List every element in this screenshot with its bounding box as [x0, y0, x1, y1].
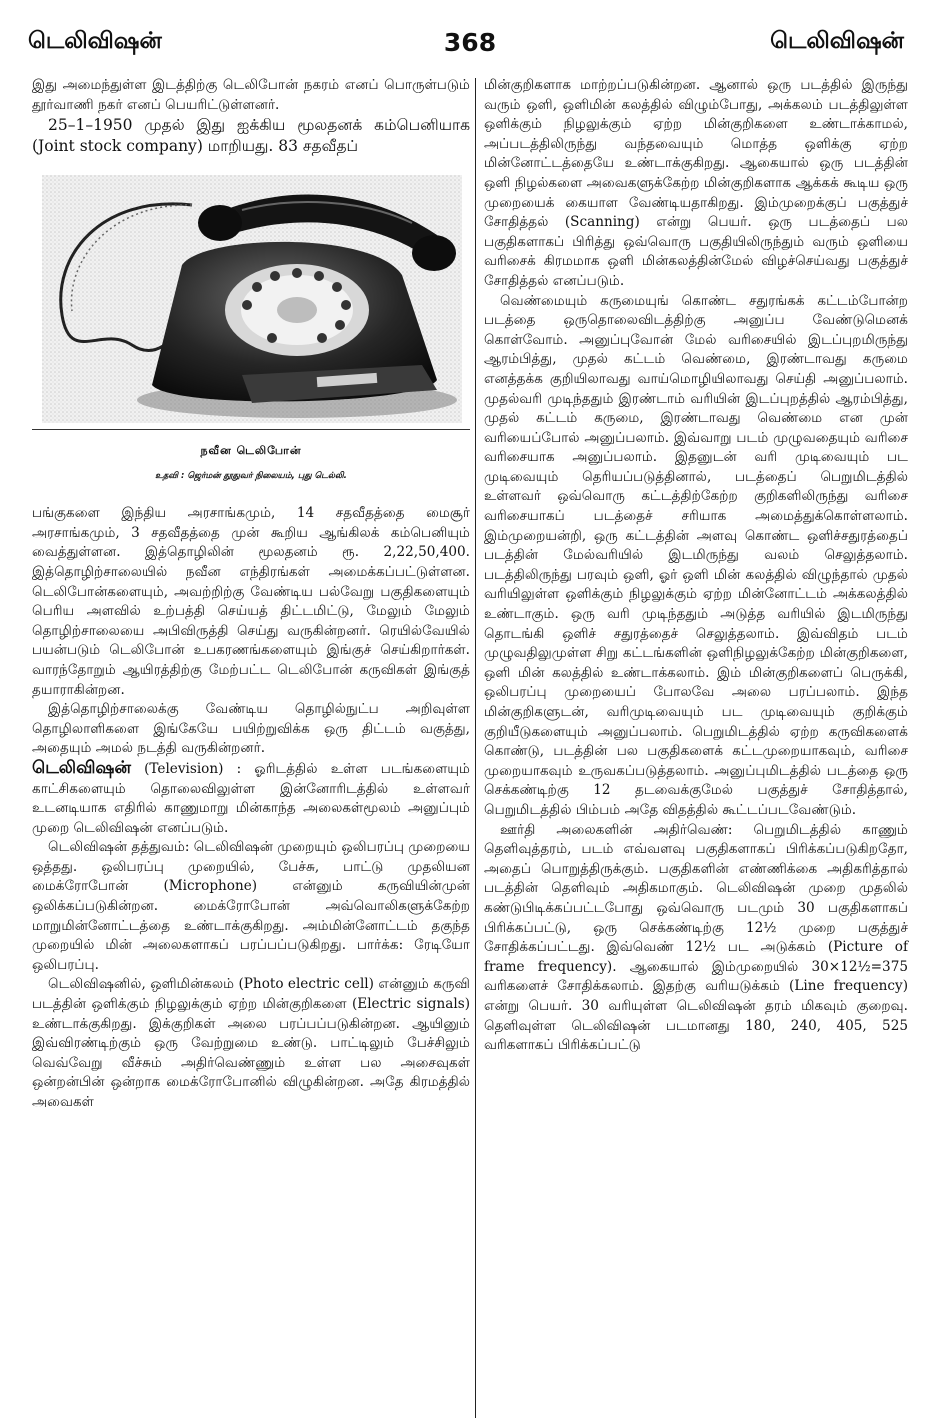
telephone-photo	[42, 175, 462, 423]
paragraph: டெலிவிஷனில், ஒளிமின்கலம் (Photo electric cell) என்னும் கருவி படத்தின் ஒளிக்கும் நிழலுக்கும் ஏற்ற மின்குறிகளை (Electric signals) உண்டாக்குகிறது. இக்குறிகள் அலை பரப்பப்படுகின்றன. ஆயினும் இவ்விரண்டிற்கும் ஒரு வேற்றுமை உண்டு. பாட்டிலும் பேச்சிலும் வெவ்வேறு வீச்சும் அதிர்வெண்ணும் உள்ள பல அசைவுகள் ஒன்றன்பின் ஒன்றாக மைக்ரோபோனில் விழுகின்றன. அதே கிரமத்தில் அவைகள்	[32, 976, 470, 1110]
column-divider	[475, 78, 476, 1418]
running-title-right: டெலிவிஷன்	[770, 28, 904, 54]
page-number: 368	[443, 28, 497, 57]
entry-text: (Television) : ஓரிடத்தில் உள்ள படங்களையும் காட்சிகளையும் தொலைவிலுள்ள இன்னோரிடத்தில் உள்ளவர் உடனடியாக எதிரில் காணுமாறு மின்காந்த அலைகள்மூலம் அனுப்பும் முறை டெலிவிஷன் எனப்படும்.	[32, 760, 470, 836]
page-header	[0, 28, 940, 68]
paragraph: மின்குறிகளாக மாற்றப்படுகின்றன. ஆனால் ஒரு படத்தில் இருந்து வரும் ஒளி, ஒளிமின் கலத்தில் விழும்போது, அக்கலம் படத்திலுள்ள ஒளிக்கும் நிழலுக்கும் ஏற்ற மின்குறிகளை உண்டாக்காமல், அப்படத்திலிருந்து வந்தவையும் மொத்த ஒளிக்கு ஏற்ற மின்னோட்டத்தையே உண்டாக்குகிறது. ஆகையால் ஒரு படத்தின் ஒளி நிழல்களை அவைகளுக்கேற்ற மின்குறிகளாக ஆக்கக் கூடிய ஒரு முறையைக் கையாள வேண்டியதாகிறது. இம்முறைக்குப் பகுத்துச் சோதித்தல் (Scanning) என்று பெயர். ஒரு படத்தைப் பல பகுதிகளாகப் பிரித்து ஒவ்வொரு பகுதியிலிருந்தும் வரும் ஒளியை வரிசைக் கிரமமாக ஒளி மின்கலத்தின்மேல் விழச்செய்வது பகுத்துச் சோதித்தல் எனப்படும்.	[484, 77, 908, 289]
entry-paragraph	[32, 759, 470, 838]
telephone-figure	[32, 171, 470, 430]
paragraph: 25–1–1950 முதல் இது ஐக்கிய மூலதனக் கம்பெனியாக (Joint stock company) மாறியது. 83 சதவீதப்	[32, 116, 470, 156]
paragraph: இத்தொழிற்சாலைக்கு வேண்டிய தொழில்நுட்ப அறிவுள்ள தொழிலாளிகளை இங்கேயே பயிற்றுவிக்க ஒரு திட்டம் வகுத்து, அதையும் அமல் நடத்தி வருகின்றனர்.	[32, 701, 470, 757]
paragraph: வெண்மையும் கருமையுங் கொண்ட சதுரங்கக் கட்டம்போன்ற படத்தை ஒருதொலைவிடத்திற்கு அனுப்ப வேண்டுமெனக் கொள்வோம். அனுப்புவோன் மேல் வரிசையில் இடப்புறமிருந்து ஆரம்பித்து, முதல் கட்டம் வெண்மை, இரண்டாவது கருமை எனத்தக்க குறியிலாவது வாய்மொழியிலாவது செய்தி அனுப்பலாம். முதல்வரி முடிந்ததும் இரண்டாம் வரியின் இடப்புறத்தில் ஆரம்பித்து, முதல் கட்டம் கருமை, இரண்டாவது வெண்மை என முன் வரியைப்போல் அனுப்பலாம். இவ்வாறு படம் முழுவதையும் வரிசை வரிசையாக அனுப்பலாம். இதனுடன் வரி முடிவையும் பட முடிவையும் தெரியப்படுத்தினால், படத்தைப் பெறுமிடத்தில் உள்ளவர் ஒவ்வொரு கட்டத்திற்கேற்ற குறிகளிலிருந்து வரிசை வரிசையாகப் படத்தைச் சரியாக அமைத்துக்கொள்ளலாம். இம்முறையன்றி, ஒரு கட்டத்தின் அளவு கொண்ட ஒளிச்சதுரத்தைப் படத்தின் மேல்வரியில் இடமிருந்து வலம் செலுத்தலாம். படத்திலிருந்து பரவும் ஒளி, ஓர் ஒளி மின் கலத்தில் விழுந்தால் முதல் வரியிலுள்ள ஒளிக்கும் நிழலுக்கும் ஏற்ற மின்னோட்டம் அக்கலத்தில் உண்டாகும். ஒரு வரி முடிந்ததும் அடுத்த வரியில் இடமிருந்து தொடங்கி ஒளிச் சதுரத்தைச் செலுத்தலாம். இவ்விதம் படம் முழுவதிலுமுள்ள சிறு கட்டங்களின் ஒளிநிழலுக்கேற்ற மின்குறிகளை, ஒளி மின் கலத்தில் உண்டாக்கலாம். இம் மின்குறிகளைப் பெருக்கி, ஒலிபரப்பு முறையைப் போலவே அலை பரப்பலாம். இந்த மின்குறிகளுடன், வரிமுடிவையும் பட முடிவையும் குறிக்கும் குறியீடுகளையும் அனுப்பலாம். பெறுமிடத்தில் ஏற்ற கருவிகளைக் கொண்டு, படத்தின் பல பகுதிகளைக் கட்டமுறையாகவும், வரிசை முறையாகவும் உருவகப்படுத்தலாம். அனுப்புமிடத்தில் படத்தை ஒரு செக்கண்டிற்கு 12 தடவைக்குமேல் பகுத்துச் சோதித்தால், பெறுமிடத்தில் பிம்பம் அதே விதத்தில் கூட்டப்படவேண்டும்.	[484, 292, 908, 818]
paragraph: பங்குகளை இந்திய அரசாங்கமும், 14 சதவீதத்தை மைசூர் அரசாங்கமும், 3 சதவீதத்தை முன் கூறிய ஆங்கிலக் கம்பெனியும் வைத்துள்ளன. இத்தொழிலின் மூலதனம் ரூ. 2,22,50,400. இத்தொழிற்சாலையில் நவீன எந்திரங்கள் அமைக்கப்பட்டுள்ளன. டெலிபோன்களையும், அவற்றிற்கு வேண்டிய பல்வேறு பகுதிகளையும் பெரிய அளவில் உற்பத்தி செய்யத் திட்டமிட்டு, மேலும் மேலும் தொழிற்சாலையை அபிவிருத்தி செய்து வருகின்றனர். ரெயில்வேயில் பயன்படும் டெலிபோன் உபகரணங்களையும் இங்குச் செய்கிறார்கள். வாரந்தோறும் ஆயிரத்திற்கு மேற்பட்ட டெலிபோன் கருவிகள் இங்குத் தயாராகின்றன.	[32, 505, 470, 698]
running-title-left: டெலிவிஷன்	[28, 28, 162, 54]
figure-credit: உதவி : ஜெர்மன் தூதுவர் நிலையம், புது டெல்லி.	[155, 471, 347, 482]
figure-caption: நவீன டெலிபோன்	[200, 444, 302, 458]
right-column	[484, 76, 908, 1056]
paragraph: ஊர்தி அலைகளின் அதிர்வெண்: பெறுமிடத்தில் காணும் தெளிவுத்தரம், படம் எவ்வளவு பகுதிகளாகப் பிரிக்கப்படுகிறதோ, அதைப் பொறுத்திருக்கும். பகுதிகளின் எண்ணிக்கை அதிகரித்தால் படத்தின் தெளிவும் அதிகமாகும். டெலிவிஷன் முறை முதலில் கண்டுபிடிக்கப்பட்டபோது ஒவ்வொரு படமும் 30 பகுதிகளாகப் பிரிக்கப்பட்டு, ஒரு செக்கண்டிற்கு 12½ முறை பகுத்துச் சோதிக்கப்பட்டது. இவ்வெண் 12½ பட அடுக்கம் (Picture of frame frequency). ஆகையால் இம்முறையில் 30×12½=375 வரிகளைச் சோதிக்கலாம். இதற்கு வரியடுக்கம் (Line frequency) என்று பெயர். 30 வரியுள்ள டெலிவிஷன் தரம் மிகவும் குறைவு. தெளிவுள்ள டெலிவிஷன் படமானது 180, 240, 405, 525 வரிகளாகப் பிரிக்கப்பட்டு	[484, 821, 908, 1054]
left-column	[32, 76, 470, 1113]
entry-heading: டெலிவிஷன்	[32, 757, 131, 778]
paragraph: டெலிவிஷன் தத்துவம்: டெலிவிஷன் முறையும் ஒலிபரப்பு முறையை ஒத்தது. ஒலிபரப்பு முறையில், பேச்சு, பாட்டு முதலியன மைக்ரோபோன் (Microphone) என்னும் கருவியின்முன் ஒலிக்கப்படுகின்றன. மைக்ரோபோன் அவ்வொலிகளுக்கேற்ற மாறுமின்னோட்டத்தை உண்டாக்குகிறது. அம்மின்னோட்டம் தகுந்த முறையில் மின் அலைகளாகப் பரப்பப்படுகிறது. பார்க்க: ரேடியோ ஒலிபரப்பு.	[32, 839, 470, 973]
paragraph: இது அமைந்துள்ள இடத்திற்கு டெலிபோன் நகரம் எனப் பொருள்படும் தூர்வாணி நகர் எனப் பெயரிட்டுள்ளனர்.	[32, 77, 470, 113]
